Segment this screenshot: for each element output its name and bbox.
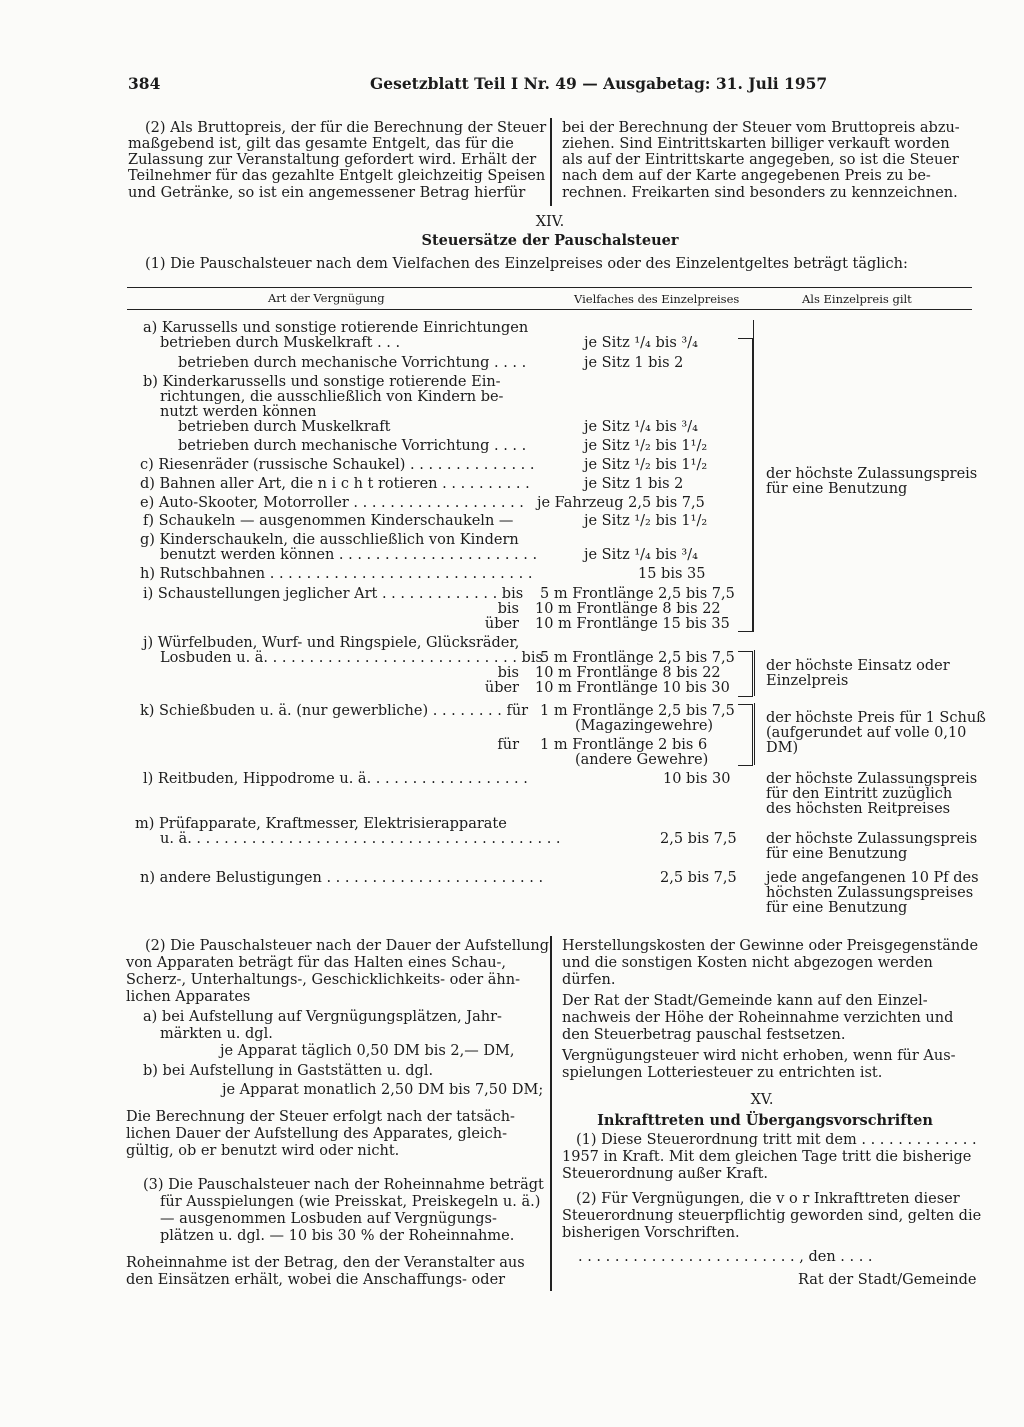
table-cell: 10 m Frontlänge 8 bis 22 [535, 665, 721, 681]
table-cell: 1 m Frontlänge 2,5 bis 7,5 [540, 703, 735, 719]
table-cell: betrieben durch Muskelkraft . . . [160, 335, 401, 351]
text-line: ziehen. Sind Eintrittskarten billiger verkauft worden [562, 136, 950, 152]
text-line: b) bei Aufstellung in Gaststätten u. dgl. [143, 1063, 434, 1079]
page-header-title: Gesetzblatt Teil I Nr. 49 — Ausgabetag: 31. Juli 1957 [370, 74, 828, 93]
table-cell: je Sitz ¹/₂ bis 1¹/₂ [584, 438, 708, 454]
table-cell: für [497, 737, 519, 753]
text-line: den Steuerbetrag pauschal festsetzen. [562, 1027, 846, 1043]
table-cell: für eine Benutzung [766, 481, 908, 497]
table-cell: 10 m Frontlänge 15 bis 35 [535, 616, 730, 632]
bracket [738, 338, 753, 632]
table-cell: Losbuden u. ä. . . . . . . . . . . . . . . . . . . . . . . . . . . . bis [160, 650, 543, 666]
section-number: XV. [750, 1092, 774, 1108]
text-line: als auf der Eintrittskarte angegeben, so ist die Steuer [562, 152, 959, 168]
table-cell: 10 m Frontlänge 10 bis 30 [535, 680, 730, 696]
section-intro: (1) Die Pauschalsteuer nach dem Vielfachen des Einzelpreises oder des Einzelentgeltes beträgt täglich: [145, 256, 908, 272]
table-cell: 5 m Frontlänge 2,5 bis 7,5 [540, 650, 735, 666]
text-line: a) bei Aufstellung auf Vergnügungsplätzen, Jahr- [143, 1009, 502, 1025]
table-cell: der höchste Preis für 1 Schuß [766, 710, 986, 726]
table-cell: a) Karussells und sonstige rotierende Einrichtungen [143, 320, 529, 336]
table-cell: 2,5 bis 7,5 [660, 870, 737, 886]
table-cell: über [484, 616, 519, 632]
table-cell: benutzt werden können . . . . . . . . . . . . . . . . . . . . . . [160, 547, 538, 563]
text-line: Steuerordnung außer Kraft. [562, 1166, 769, 1182]
text-line: (2) Als Bruttopreis, der für die Berechnung der Steuer [145, 120, 547, 136]
text-line: rechnen. Freikarten sind besonders zu kennzeichnen. [562, 185, 958, 201]
table-header-vielfaches: Vielfaches des Einzelpreises [574, 292, 740, 306]
table-cell: je Sitz ¹/₄ bis ³/₄ [584, 419, 698, 435]
table-cell: der höchste Zulassungspreis [766, 831, 978, 847]
table-cell: 10 m Frontlänge 8 bis 22 [535, 601, 721, 617]
text-line: — ausgenommen Losbuden auf Vergnügungs- [160, 1211, 497, 1227]
table-cell: 1 m Frontlänge 2 bis 6 [540, 737, 708, 753]
table-cell: betrieben durch Muskelkraft [178, 419, 391, 435]
text-line: den Einsätzen erhält, wobei die Anschaffungs- oder [126, 1272, 506, 1288]
text-line: Die Berechnung der Steuer erfolgt nach der tatsäch- [126, 1109, 515, 1125]
table-cell: 10 bis 30 [663, 771, 731, 787]
section-title: Steuersätze der Pauschalsteuer [421, 232, 679, 249]
page-number: 384 [128, 74, 161, 93]
text-line: je Apparat monatlich 2,50 DM bis 7,50 DM; [222, 1082, 544, 1098]
table-cell: b) Kinderkarussells und sonstige rotierende Ein- [143, 374, 501, 390]
table-cell: je Fahrzeug 2,5 bis 7,5 [537, 495, 705, 511]
text-line: und die sonstigen Kosten nicht abgezogen werden [562, 955, 933, 971]
text-line: von Apparaten beträgt für das Halten eines Schau-, [126, 955, 507, 971]
text-line: (1) Diese Steuerordnung tritt mit dem . . . . . . . . . . . . . [576, 1132, 977, 1148]
table-cell: 5 m Frontlänge 2,5 bis 7,5 [540, 586, 735, 602]
text-line: nach dem auf der Karte angegebenen Preis zu be- [562, 168, 931, 184]
text-line: Vergnügungsteuer wird nicht erhoben, wenn für Aus- [562, 1048, 956, 1064]
table-cell: für eine Benutzung [766, 900, 908, 916]
table-cell: bis [497, 665, 519, 681]
text-line: Steuerordnung steuerpflichtig geworden sind, gelten die [562, 1208, 982, 1224]
date-line: . . . . . . . . . . . . . . . . . . . . . . . . , den . . . . [578, 1249, 873, 1265]
column-divider [550, 936, 552, 1291]
text-line: und Getränke, so ist ein angemessener Betrag hierfür [128, 185, 526, 201]
text-line: gültig, ob er benutzt wird oder nicht. [126, 1143, 400, 1159]
text-line: Herstellungskosten der Gewinne oder Preisgegenstände [562, 938, 979, 954]
table-cell: m) Prüfapparate, Kraftmesser, Elektrisierapparate [135, 816, 507, 832]
table-cell: für den Eintritt zuzüglich [766, 786, 953, 802]
table-cell: (Magazingewehre) [575, 718, 714, 734]
table-cell: der höchste Einsatz oder [766, 658, 950, 674]
table-cell: der höchste Zulassungspreis [766, 466, 978, 482]
bracket [738, 651, 753, 697]
table-cell: c) Riesenräder (russische Schaukel) . . . . . . . . . . . . . . [140, 457, 535, 473]
text-line: plätzen u. dgl. — 10 bis 30 % der Roheinnahme. [160, 1228, 515, 1244]
text-line: märkten u. dgl. [160, 1026, 273, 1042]
text-line: (2) Für Vergnügungen, die v o r Inkrafttreten dieser [576, 1191, 960, 1207]
table-cell: h) Rutschbahnen . . . . . . . . . . . . . . . . . . . . . . . . . . . . . [140, 566, 533, 582]
section-number: XIV. [535, 214, 565, 230]
table-cell: des höchsten Reitpreises [766, 801, 951, 817]
table-cell: d) Bahnen aller Art, die n i c h t rotieren . . . . . . . . . . [140, 476, 530, 492]
text-line: Roheinnahme ist der Betrag, den der Veranstalter aus [126, 1255, 525, 1271]
table-cell: der höchste Zulassungspreis [766, 771, 978, 787]
text-line: Teilnehmer für das gezahlte Entgelt gleichzeitig Speisen [128, 168, 546, 184]
table-cell: betrieben durch mechanische Vorrichtung . . . . [178, 438, 527, 454]
table-cell: 15 bis 35 [638, 566, 706, 582]
table-cell: e) Auto-Skooter, Motorroller . . . . . . . . . . . . . . . . . . . [140, 495, 524, 511]
text-line: Zulassung zur Veranstaltung gefordert wird. Erhält der [128, 152, 537, 168]
table-cell: betrieben durch mechanische Vorrichtung . . . . [178, 355, 527, 371]
text-line: maßgebend ist, gilt das gesamte Entgelt, das für die [128, 136, 514, 152]
table-cell: u. ä. . . . . . . . . . . . . . . . . . . . . . . . . . . . . . . . . . . . . . . . . [160, 831, 561, 847]
text-line: je Apparat täglich 0,50 DM bis 2,— DM, [220, 1043, 515, 1059]
table-cell: DM) [766, 740, 799, 756]
text-line: nachweis der Höhe der Roheinnahme verzichten und [562, 1010, 954, 1026]
text-line: (3) Die Pauschalsteuer nach der Roheinnahme beträgt [143, 1177, 544, 1193]
table-cell: für eine Benutzung [766, 846, 908, 862]
table-header-rule [127, 309, 972, 310]
table-cell: nutzt werden können [160, 404, 317, 420]
bracket [738, 704, 753, 766]
table-cell: je Sitz ¹/₂ bis 1¹/₂ [584, 457, 708, 473]
text-line: (2) Die Pauschalsteuer nach der Dauer der Aufstellung [145, 938, 550, 954]
table-top-rule [127, 287, 972, 288]
table-cell: jede angefangenen 10 Pf des [766, 870, 979, 886]
table-cell: n) andere Belustigungen . . . . . . . . . . . . . . . . . . . . . . . . [140, 870, 544, 886]
table-cell: 2,5 bis 7,5 [660, 831, 737, 847]
bracket [754, 703, 755, 765]
table-cell: Einzelpreis [766, 673, 849, 689]
table-cell: höchsten Zulassungspreises [766, 885, 974, 901]
table-cell: g) Kinderschaukeln, die ausschließlich von Kindern [140, 532, 519, 548]
table-cell: (andere Gewehre) [575, 752, 709, 768]
column-divider [550, 118, 552, 206]
table-cell: richtungen, die ausschließlich von Kindern be- [160, 389, 504, 405]
text-line: lichen Apparates [126, 989, 251, 1005]
table-cell: über [484, 680, 519, 696]
table-cell: j) Würfelbuden, Wurf- und Ringspiele, Glücksräder, [143, 635, 520, 651]
table-cell: k) Schießbuden u. ä. (nur gewerbliche) . . . . . . . . für [140, 703, 529, 719]
text-line: spielungen Lotteriesteuer zu entrichten ist. [562, 1065, 883, 1081]
table-cell: f) Schaukeln — ausgenommen Kinderschaukeln — [143, 513, 514, 529]
text-line: 1957 in Kraft. Mit dem gleichen Tage tritt die bisherige [562, 1149, 972, 1165]
section-title: Inkrafttreten und Übergangsvorschriften [597, 1112, 933, 1129]
table-cell: je Sitz ¹/₄ bis ³/₄ [584, 335, 698, 351]
column-divider [753, 320, 754, 632]
text-line: dürfen. [562, 972, 616, 988]
table-header-einzelpreis: Als Einzelpreis gilt [802, 292, 912, 306]
signature: Rat der Stadt/Gemeinde [798, 1272, 977, 1288]
table-header-art: Art der Vergnügung [268, 291, 385, 305]
table-cell: je Sitz ¹/₂ bis 1¹/₂ [584, 513, 708, 529]
text-line: bisherigen Vorschriften. [562, 1225, 740, 1241]
table-cell: je Sitz 1 bis 2 [584, 355, 684, 371]
table-cell: i) Schaustellungen jeglicher Art . . . . . . . . . . . . . bis [143, 586, 524, 602]
text-line: lichen Dauer der Aufstellung des Apparates, gleich- [126, 1126, 508, 1142]
text-line: bei der Berechnung der Steuer vom Bruttopreis abzu- [562, 120, 960, 136]
text-line: für Ausspielungen (wie Preisskat, Preiskegeln u. ä.) [160, 1194, 541, 1210]
table-cell: je Sitz ¹/₄ bis ³/₄ [584, 547, 698, 563]
text-line: Der Rat der Stadt/Gemeinde kann auf den Einzel- [562, 993, 928, 1009]
table-cell: l) Reitbuden, Hippodrome u. ä. . . . . . . . . . . . . . . . . . [143, 771, 528, 787]
table-cell: bis [497, 601, 519, 617]
bracket [754, 650, 755, 696]
text-line: Scherz-, Unterhaltungs-, Geschicklichkeits- oder ähn- [126, 972, 521, 988]
table-cell: je Sitz 1 bis 2 [584, 476, 684, 492]
table-cell: (aufgerundet auf volle 0,10 [766, 725, 967, 741]
